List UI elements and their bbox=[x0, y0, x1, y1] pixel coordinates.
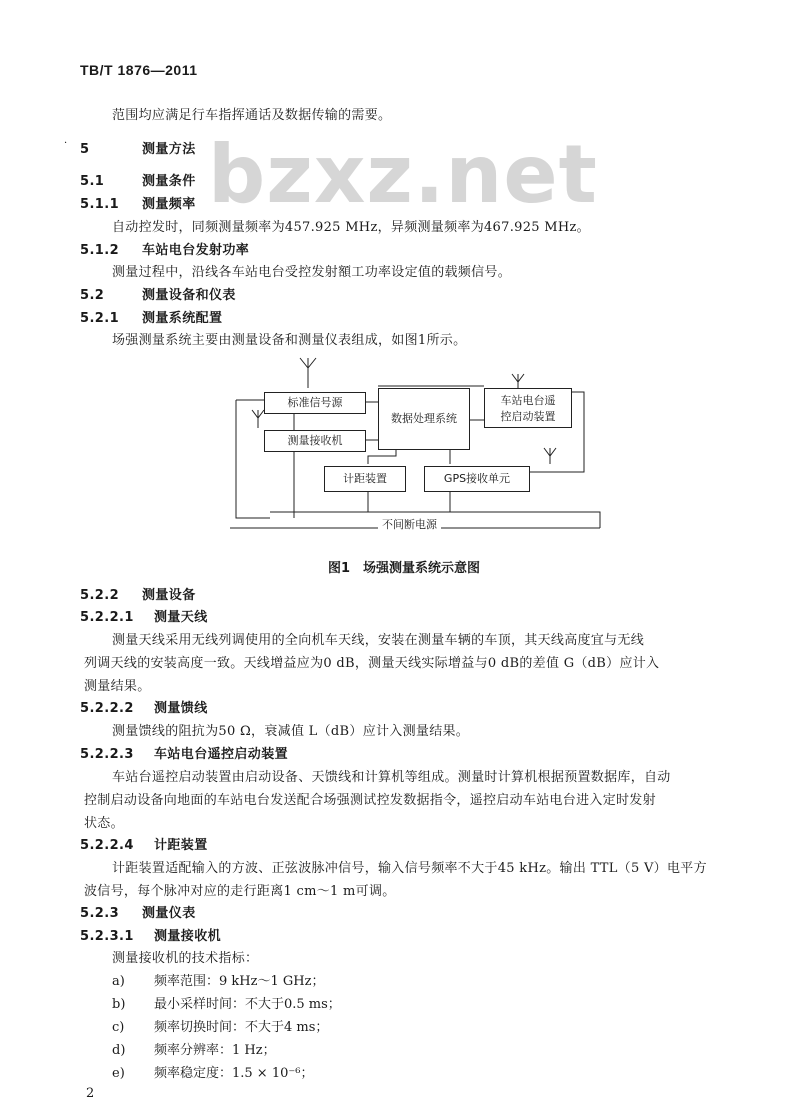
section-5-1-1-heading bbox=[80, 193, 196, 212]
section-5-2-2-title: 测量设备 bbox=[142, 588, 196, 603]
section-5-1-1-num: 5.1.1 bbox=[80, 197, 120, 212]
section-5-2-2-1-heading bbox=[80, 606, 208, 625]
section-5-2-3-num: 5.2.3 bbox=[80, 906, 120, 921]
section-5-2-1-heading bbox=[80, 307, 222, 326]
spec-item-e-text: 频率稳定度：1.5 × 10⁻⁶； bbox=[154, 1066, 314, 1081]
section-5-2-2-num: 5.2.2 bbox=[80, 588, 120, 603]
spec-item-a bbox=[112, 970, 324, 989]
section-5-num: 5 bbox=[80, 142, 90, 157]
section-5-2-num: 5.2 bbox=[80, 288, 105, 303]
section-5-2-2-1-body-1: 测量天线采用无线列调使用的全向机车天线，安装在测量车辆的车顶，其天线高度宜与无线 bbox=[112, 633, 645, 648]
box-power: 不间断电源 bbox=[378, 516, 441, 532]
antenna-signal-source bbox=[300, 358, 316, 388]
section-5-2-2-3-num: 5.2.2.3 bbox=[80, 747, 134, 762]
margin-mark: · bbox=[64, 138, 68, 149]
spec-item-a-label: a) bbox=[112, 974, 125, 989]
intro-line: 范围均应满足行车指挥通话及数据传输的需要。 bbox=[112, 108, 392, 123]
standard-header: TB/T 1876—2011 bbox=[80, 62, 198, 78]
remote-right-line bbox=[572, 392, 584, 452]
spec-item-a-text: 频率范围：9 kHz～1 GHz； bbox=[154, 974, 325, 989]
section-5-1-1-body: 自动控发时，同频测量频率为457.925 MHz，异频测量频率为467.925 MHz。 bbox=[112, 220, 590, 235]
section-5-2-2-3-title: 车站电台遥控启动装置 bbox=[154, 747, 289, 762]
section-5-2-2-4-title: 计距装置 bbox=[154, 838, 208, 853]
section-5-1-heading bbox=[80, 170, 196, 189]
watermark: bzxz.net bbox=[208, 128, 598, 221]
section-5-1-2-heading bbox=[80, 239, 249, 258]
spec-item-c-text: 频率切换时间：不大于4 ms； bbox=[154, 1020, 329, 1035]
section-5-2-2-4-heading bbox=[80, 834, 208, 853]
spec-item-e bbox=[112, 1062, 313, 1081]
box-signal-source: 标准信号源 bbox=[264, 392, 366, 414]
section-5-2-3-1-heading bbox=[80, 925, 221, 944]
spec-item-b bbox=[112, 993, 341, 1012]
page-number: 2 bbox=[86, 1086, 95, 1101]
spec-item-d bbox=[112, 1039, 276, 1058]
figure-1-caption: 图1 场强测量系统示意图 bbox=[328, 561, 481, 576]
antenna-remote bbox=[512, 374, 524, 388]
section-5-1-title: 测量条件 bbox=[142, 174, 196, 189]
section-5-2-1-title: 测量系统配置 bbox=[142, 311, 223, 326]
section-5-2-2-4-body-2: 波信号，每个脉冲对应的走行距离1 cm～1 m可调。 bbox=[84, 884, 396, 899]
section-5-2-3-heading bbox=[80, 902, 196, 921]
box-distance: 计距装置 bbox=[324, 466, 406, 492]
section-5-1-2-body: 测量过程中，沿线各车站电台受控发射額工功率设定值的载频信号。 bbox=[112, 265, 512, 280]
section-5-2-2-4-num: 5.2.2.4 bbox=[80, 838, 134, 853]
section-5-2-3-1-body: 测量接收机的技术指标： bbox=[112, 951, 259, 966]
spec-item-b-text: 最小采样时间：不大于0.5 ms； bbox=[154, 997, 341, 1012]
section-5-2-2-3-body-2: 控制启动设备向地面的车站电台发送配合场强测试控发数据指令，遥控启动车站电台进入定时发射 bbox=[84, 793, 656, 808]
section-5-2-2-1-title: 测量天线 bbox=[154, 610, 208, 625]
section-5-title: 测量方法 bbox=[142, 142, 196, 157]
box-gps: GPS接收单元 bbox=[424, 466, 530, 492]
box-remote-line-2: 控启动装置 bbox=[500, 410, 556, 423]
section-5-2-2-3-body-3: 状态。 bbox=[84, 816, 124, 831]
spec-item-d-label: d) bbox=[112, 1043, 126, 1058]
section-5-heading bbox=[80, 138, 196, 157]
box-receiver: 测量接收机 bbox=[264, 430, 366, 452]
box-remote bbox=[484, 388, 572, 428]
spec-item-d-text: 频率分辨率：1 Hz； bbox=[154, 1043, 276, 1058]
section-5-2-2-4-body-1: 计距装置适配输入的方波、正弦波脉冲信号，输入信号频率不大于45 kHz。输出 TTL（5 V）电平方 bbox=[112, 861, 707, 876]
antenna-receiver bbox=[252, 410, 264, 428]
section-5-2-1-num: 5.2.1 bbox=[80, 311, 120, 326]
power-line-left bbox=[236, 400, 270, 518]
section-5-2-2-3-heading bbox=[80, 743, 288, 762]
section-5-2-2-2-heading bbox=[80, 697, 208, 716]
section-5-1-num: 5.1 bbox=[80, 174, 105, 189]
section-5-2-3-1-title: 测量接收机 bbox=[154, 929, 222, 944]
section-5-2-title: 测量设备和仪表 bbox=[142, 288, 236, 303]
section-5-1-2-title: 车站电台发射功率 bbox=[142, 243, 250, 258]
section-5-2-2-2-num: 5.2.2.2 bbox=[80, 701, 134, 716]
spec-item-b-label: b) bbox=[112, 997, 126, 1012]
section-5-2-3-1-num: 5.2.3.1 bbox=[80, 929, 134, 944]
spec-item-c bbox=[112, 1016, 328, 1035]
gps-right-line bbox=[528, 452, 584, 472]
section-5-2-3-title: 测量仪表 bbox=[142, 906, 196, 921]
section-5-1-1-title: 测量频率 bbox=[142, 197, 196, 212]
link-distance-processor bbox=[368, 448, 396, 464]
figure-1-diagram bbox=[228, 352, 608, 540]
antenna-gps bbox=[544, 448, 556, 464]
spec-item-e-label: e) bbox=[112, 1066, 125, 1081]
section-5-2-heading bbox=[80, 284, 236, 303]
section-5-2-2-3-body-1: 车站台遥控启动装置由启动设备、天馈线和计算机等组成。测量时计算机根据预置数据库，自动 bbox=[112, 770, 671, 785]
section-5-2-2-2-title: 测量馈线 bbox=[154, 701, 208, 716]
section-5-2-2-heading bbox=[80, 584, 196, 603]
section-5-2-1-body: 场强测量系统主要由测量设备和测量仪表组成，如图1所示。 bbox=[112, 333, 467, 348]
section-5-2-2-1-num: 5.2.2.1 bbox=[80, 610, 134, 625]
section-5-2-2-1-body-2: 列调天线的安装高度一致。天线增益应为0 dB，测量天线实际增益与0 dB的差值 G（dB）应计入 bbox=[84, 656, 660, 671]
section-5-2-2-1-body-3: 测量结果。 bbox=[84, 679, 151, 694]
box-remote-line-1: 车站电台遥 bbox=[500, 394, 556, 407]
spec-item-c-label: c) bbox=[112, 1020, 125, 1035]
box-processor: 数据处理系统 bbox=[378, 388, 470, 450]
section-5-2-2-2-body: 测量馈线的阻抗为50 Ω，衰减值 L（dB）应计入测量结果。 bbox=[112, 724, 470, 739]
section-5-1-2-num: 5.1.2 bbox=[80, 243, 120, 258]
